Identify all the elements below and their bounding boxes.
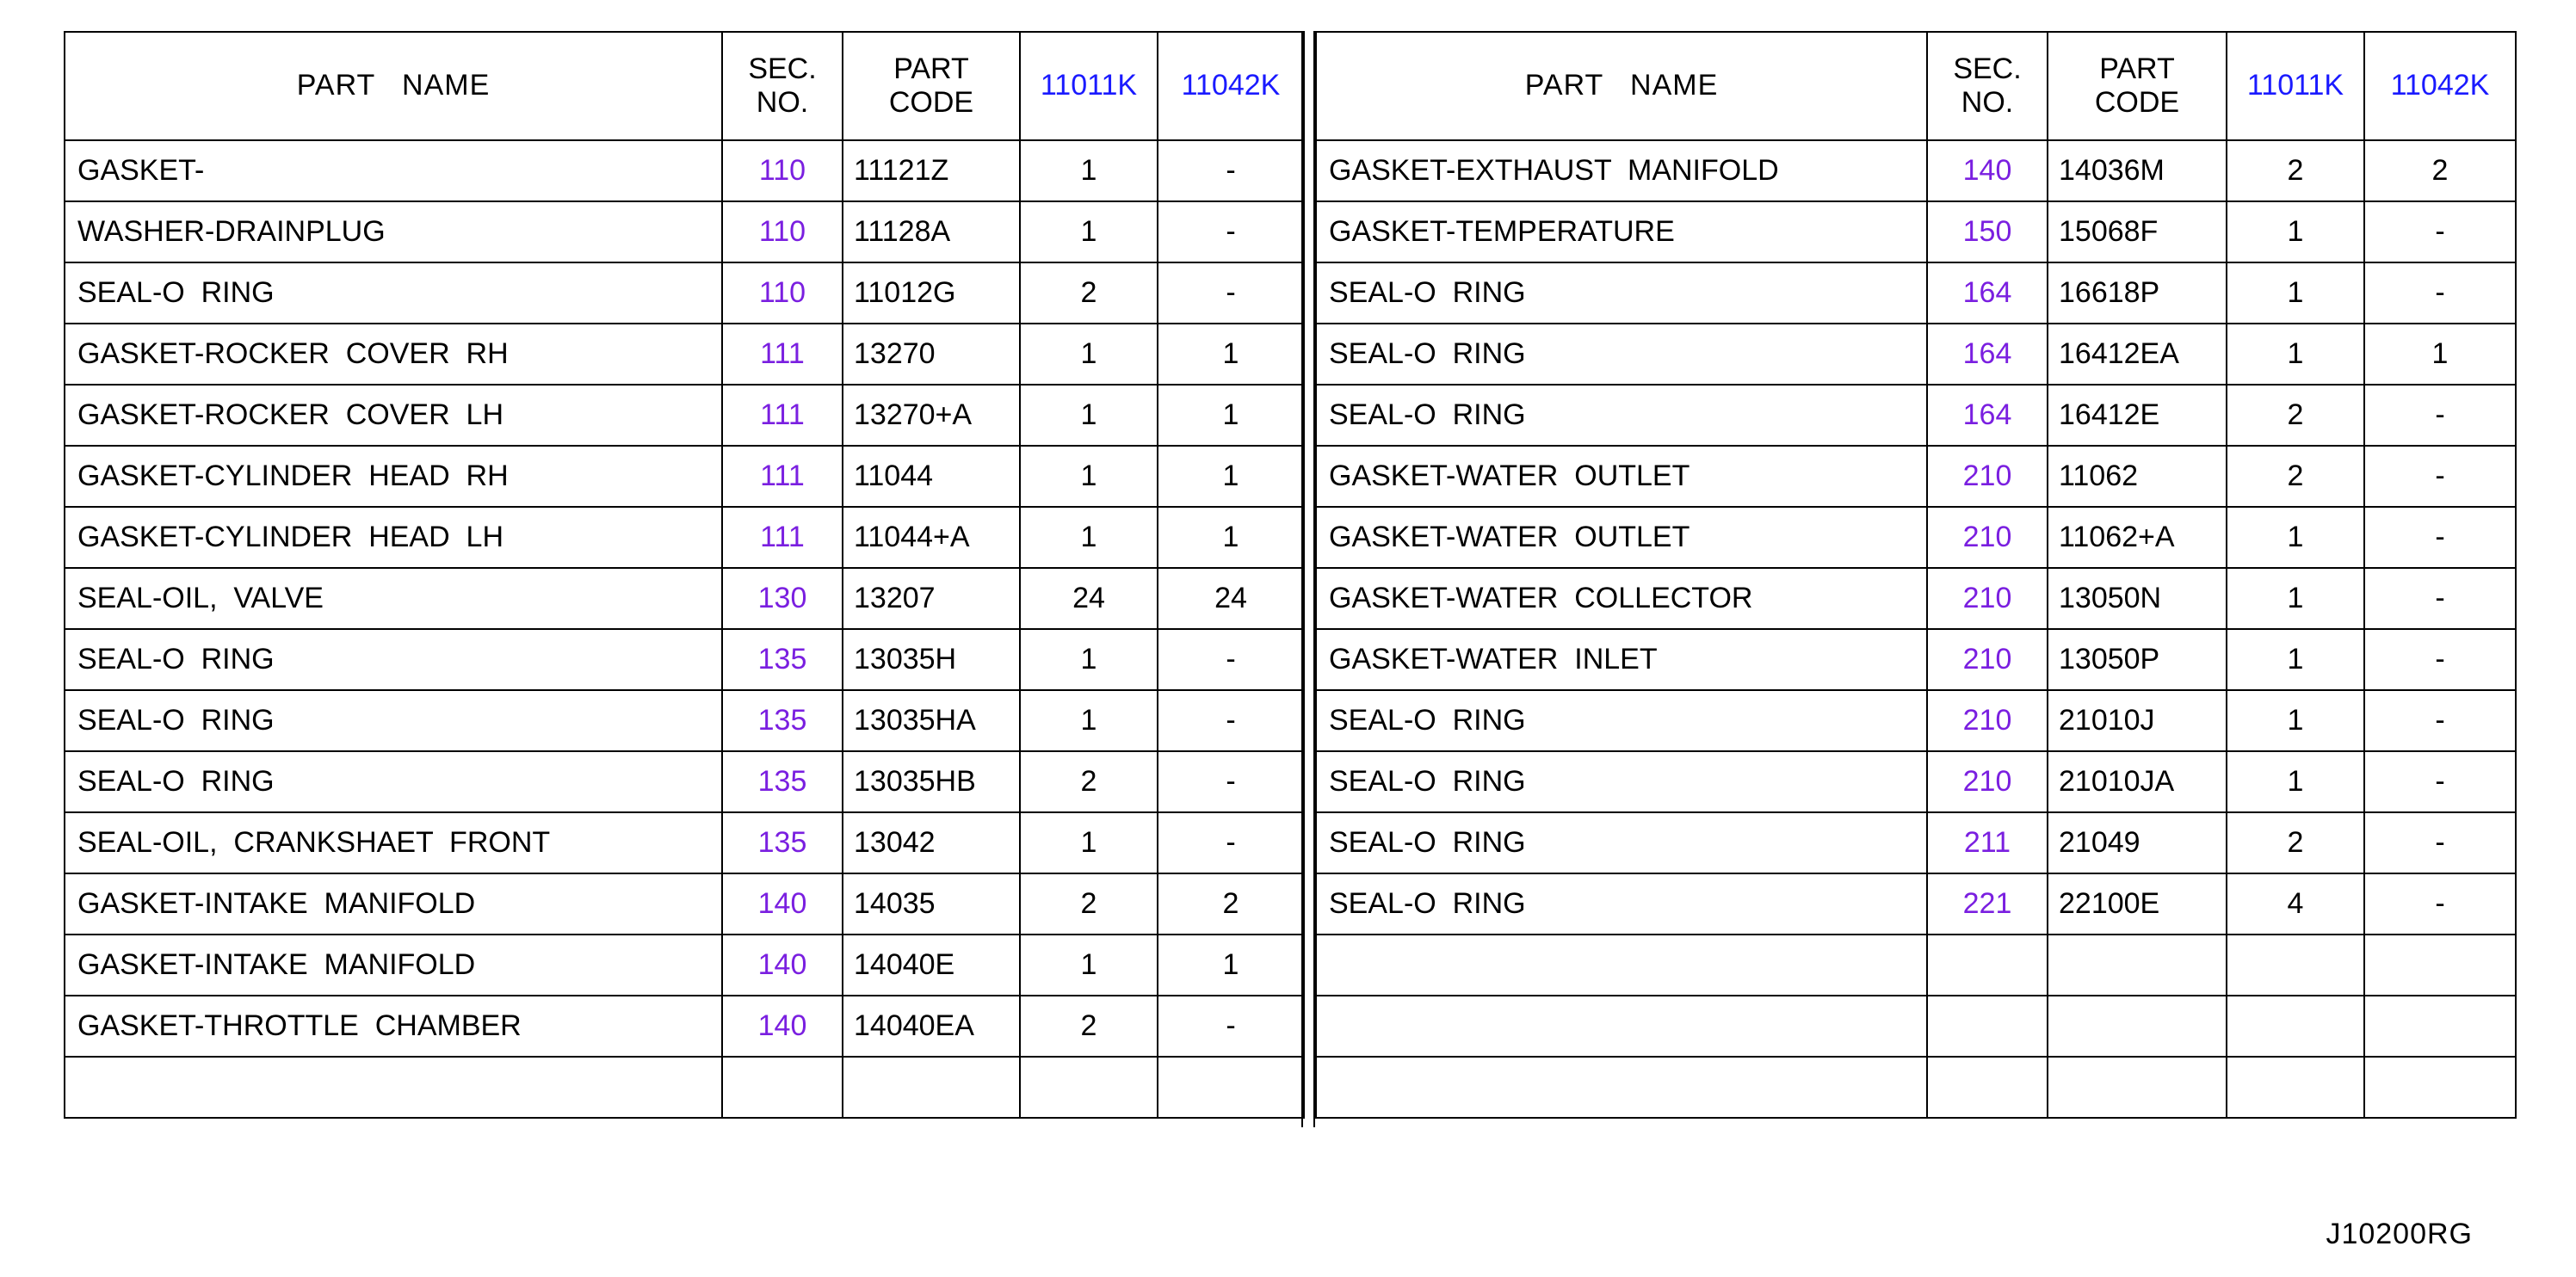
qty-11042k-cell: - [2364,690,2516,751]
qty-11011k-cell: 1 [2227,262,2364,324]
part-code-cell: 13035H [843,629,1020,690]
part-code-cell: 13050N [2048,568,2227,629]
sec-no-cell: 210 [1927,690,2048,751]
table-row [1316,751,2516,812]
part-code-cell: 21010J [2048,690,2227,751]
table-row [65,751,1304,812]
part-name-cell: SEAL-O RING [65,690,722,751]
parts-table-right [1315,31,2517,1119]
table-row [1316,935,2516,996]
header-model-11042k: 11042K [1158,32,1304,140]
part-code-cell: 16412EA [2048,324,2227,385]
header-model-11011k: 11011K [1020,32,1158,140]
part-name-cell: SEAL-O RING [1316,690,1927,751]
part-name-cell: SEAL-O RING [1316,324,1927,385]
header-part-code: PART CODE [2048,32,2227,140]
parts-table-left [64,31,1305,1119]
part-code-cell [2048,1057,2227,1118]
header-part-name: PART NAME [65,32,722,140]
sec-no-cell: 135 [722,812,843,873]
part-code-cell: 13207 [843,568,1020,629]
part-code-cell: 14040EA [843,996,1020,1057]
qty-11011k-cell: 1 [1020,507,1158,568]
table-row [65,690,1304,751]
part-code-cell: 13042 [843,812,1020,873]
sec-no-cell: 135 [722,751,843,812]
qty-11011k-cell [1020,1057,1158,1118]
part-code-cell: 11062 [2048,446,2227,507]
qty-11042k-cell: 24 [1158,568,1304,629]
sec-no-cell: 210 [1927,751,2048,812]
qty-11042k-cell: - [1158,690,1304,751]
part-code-cell [2048,996,2227,1057]
qty-11011k-cell: 1 [2227,324,2364,385]
sec-no-cell: 140 [722,996,843,1057]
part-name-cell: SEAL-O RING [65,751,722,812]
part-code-cell: 15068F [2048,201,2227,262]
sec-no-cell [1927,935,2048,996]
part-name-cell [1316,935,1927,996]
qty-11011k-cell: 1 [1020,201,1158,262]
part-code-cell: 22100E [2048,873,2227,935]
table-row [1316,324,2516,385]
part-name-cell: GASKET-EXTHAUST MANIFOLD [1316,140,1927,201]
part-name-cell: GASKET- [65,140,722,201]
qty-11042k-cell: - [2364,812,2516,873]
parts-table-right-body [1316,32,2516,1118]
qty-11042k-cell: 1 [1158,507,1304,568]
part-name-cell: SEAL-O RING [1316,385,1927,446]
sec-no-cell: 140 [1927,140,2048,201]
qty-11042k-cell: - [1158,812,1304,873]
qty-11011k-cell: 2 [2227,812,2364,873]
table-row [1316,873,2516,935]
part-name-cell [1316,1057,1927,1118]
qty-11011k-cell [2227,1057,2364,1118]
sec-no-cell: 150 [1927,201,2048,262]
qty-11042k-cell: - [1158,201,1304,262]
qty-11011k-cell [2227,935,2364,996]
part-code-cell: 14035 [843,873,1020,935]
sec-no-cell: 110 [722,262,843,324]
part-code-cell: 13270+A [843,385,1020,446]
qty-11042k-cell: 1 [1158,385,1304,446]
part-code-cell: 11044+A [843,507,1020,568]
qty-11011k-cell: 1 [1020,690,1158,751]
part-code-cell [843,1057,1020,1118]
part-code-cell [2048,935,2227,996]
sec-no-cell: 111 [722,385,843,446]
sec-no-cell: 111 [722,324,843,385]
table-row [1316,507,2516,568]
header-model-11011k: 11011K [2227,32,2364,140]
qty-11011k-cell: 1 [1020,446,1158,507]
table-row [65,140,1304,201]
part-name-cell [1316,996,1927,1057]
qty-11011k-cell: 1 [1020,935,1158,996]
table-row [65,324,1304,385]
part-name-cell: SEAL-O RING [1316,751,1927,812]
part-name-cell: GASKET-WATER INLET [1316,629,1927,690]
qty-11042k-cell [2364,935,2516,996]
part-code-cell: 13035HA [843,690,1020,751]
part-code-cell: 16618P [2048,262,2227,324]
qty-11011k-cell: 2 [1020,262,1158,324]
part-name-cell: GASKET-WATER OUTLET [1316,446,1927,507]
header-row [1316,32,2516,140]
sec-no-cell: 210 [1927,629,2048,690]
qty-11042k-cell: - [1158,996,1304,1057]
sec-no-cell: 110 [722,201,843,262]
sec-no-cell: 135 [722,690,843,751]
table-row [65,629,1304,690]
part-name-cell: GASKET-THROTTLE CHAMBER [65,996,722,1057]
part-name-cell: SEAL-O RING [65,262,722,324]
sec-no-cell: 130 [722,568,843,629]
sec-no-cell: 164 [1927,324,2048,385]
header-sec-no: SEC. NO. [722,32,843,140]
qty-11042k-cell: 1 [1158,446,1304,507]
parts-table-left-body [65,32,1304,1118]
qty-11042k-cell: - [2364,385,2516,446]
qty-11011k-cell: 4 [2227,873,2364,935]
table-row [1316,629,2516,690]
sec-no-cell [722,1057,843,1118]
qty-11011k-cell: 1 [1020,385,1158,446]
qty-11011k-cell: 2 [2227,140,2364,201]
sec-no-cell: 111 [722,446,843,507]
qty-11042k-cell: 1 [1158,935,1304,996]
part-name-cell: GASKET-CYLINDER HEAD LH [65,507,722,568]
header-part-code: PART CODE [843,32,1020,140]
qty-11042k-cell [2364,996,2516,1057]
part-code-cell: 13050P [2048,629,2227,690]
table-row [65,935,1304,996]
qty-11011k-cell: 1 [2227,507,2364,568]
part-name-cell: GASKET-ROCKER COVER RH [65,324,722,385]
part-name-cell: GASKET-ROCKER COVER LH [65,385,722,446]
qty-11042k-cell: - [2364,262,2516,324]
sec-no-cell: 210 [1927,507,2048,568]
table-row [1316,1057,2516,1118]
sec-no-cell [1927,1057,2048,1118]
table-row [65,1057,1304,1118]
part-code-cell: 11044 [843,446,1020,507]
part-code-cell: 11062+A [2048,507,2227,568]
qty-11011k-cell: 24 [1020,568,1158,629]
part-name-cell: GASKET-INTAKE MANIFOLD [65,935,722,996]
qty-11011k-cell: 2 [1020,751,1158,812]
qty-11011k-cell [2227,996,2364,1057]
qty-11011k-cell: 2 [2227,446,2364,507]
table-row [1316,812,2516,873]
part-code-cell: 11128A [843,201,1020,262]
table-row [1316,996,2516,1057]
qty-11042k-cell: 1 [1158,324,1304,385]
qty-11042k-cell: 2 [2364,140,2516,201]
qty-11042k-cell: - [2364,446,2516,507]
part-name-cell: SEAL-O RING [1316,873,1927,935]
qty-11042k-cell: - [2364,629,2516,690]
table-row [65,996,1304,1057]
sec-no-cell [1927,996,2048,1057]
header-sec-no: SEC. NO. [1927,32,2048,140]
qty-11042k-cell [1158,1057,1304,1118]
table-row [1316,262,2516,324]
part-code-cell: 13035HB [843,751,1020,812]
qty-11042k-cell: - [2364,873,2516,935]
sec-no-cell: 110 [722,140,843,201]
part-name-cell: GASKET-CYLINDER HEAD RH [65,446,722,507]
part-code-cell: 11121Z [843,140,1020,201]
table-row [65,446,1304,507]
table-column-divider [1301,31,1315,1127]
sec-no-cell: 164 [1927,385,2048,446]
qty-11042k-cell: - [2364,507,2516,568]
qty-11042k-cell: - [1158,140,1304,201]
table-row [65,507,1304,568]
part-name-cell: SEAL-O RING [1316,262,1927,324]
qty-11011k-cell: 1 [1020,140,1158,201]
qty-11042k-cell: - [1158,629,1304,690]
sec-no-cell: 164 [1927,262,2048,324]
table-row [1316,568,2516,629]
table-row [65,812,1304,873]
qty-11011k-cell: 1 [1020,324,1158,385]
part-name-cell: SEAL-O RING [65,629,722,690]
table-row [65,262,1304,324]
part-name-cell: SEAL-OIL, CRANKSHAET FRONT [65,812,722,873]
qty-11011k-cell: 1 [2227,568,2364,629]
table-row [1316,446,2516,507]
table-row [65,385,1304,446]
qty-11011k-cell: 2 [1020,996,1158,1057]
qty-11011k-cell: 1 [2227,690,2364,751]
sec-no-cell: 210 [1927,568,2048,629]
part-name-cell: GASKET-INTAKE MANIFOLD [65,873,722,935]
qty-11042k-cell [2364,1057,2516,1118]
qty-11011k-cell: 2 [1020,873,1158,935]
part-name-cell: GASKET-TEMPERATURE [1316,201,1927,262]
qty-11011k-cell: 1 [1020,629,1158,690]
part-code-cell: 16412E [2048,385,2227,446]
part-code-cell: 14036M [2048,140,2227,201]
qty-11011k-cell: 1 [2227,629,2364,690]
qty-11042k-cell: - [1158,751,1304,812]
sec-no-cell: 211 [1927,812,2048,873]
table-row [1316,385,2516,446]
table-row [1316,201,2516,262]
sec-no-cell: 135 [722,629,843,690]
qty-11042k-cell: 1 [2364,324,2516,385]
sec-no-cell: 111 [722,507,843,568]
table-row [1316,690,2516,751]
qty-11042k-cell: - [2364,751,2516,812]
qty-11042k-cell: 2 [1158,873,1304,935]
part-name-cell: GASKET-WATER OUTLET [1316,507,1927,568]
table-row [65,873,1304,935]
header-model-11042k: 11042K [2364,32,2516,140]
part-code-cell: 11012G [843,262,1020,324]
qty-11042k-cell: - [2364,568,2516,629]
part-name-cell: SEAL-O RING [1316,812,1927,873]
table-row [65,201,1304,262]
header-row [65,32,1304,140]
part-name-cell: SEAL-OIL, VALVE [65,568,722,629]
sec-no-cell: 140 [722,935,843,996]
part-name-cell: WASHER-DRAINPLUG [65,201,722,262]
table-row [1316,140,2516,201]
sec-no-cell: 140 [722,873,843,935]
qty-11011k-cell: 1 [2227,751,2364,812]
sec-no-cell: 210 [1927,446,2048,507]
qty-11011k-cell: 2 [2227,385,2364,446]
qty-11042k-cell: - [2364,201,2516,262]
part-name-cell: GASKET-WATER COLLECTOR [1316,568,1927,629]
qty-11011k-cell: 1 [1020,812,1158,873]
part-code-cell: 13270 [843,324,1020,385]
qty-11011k-cell: 1 [2227,201,2364,262]
part-code-cell: 21010JA [2048,751,2227,812]
sec-no-cell: 221 [1927,873,2048,935]
drawing-code: J10200RG [2326,1218,2473,1250]
part-name-cell [65,1057,722,1118]
part-code-cell: 14040E [843,935,1020,996]
part-code-cell: 21049 [2048,812,2227,873]
header-part-name: PART NAME [1316,32,1927,140]
table-row [65,568,1304,629]
qty-11042k-cell: - [1158,262,1304,324]
